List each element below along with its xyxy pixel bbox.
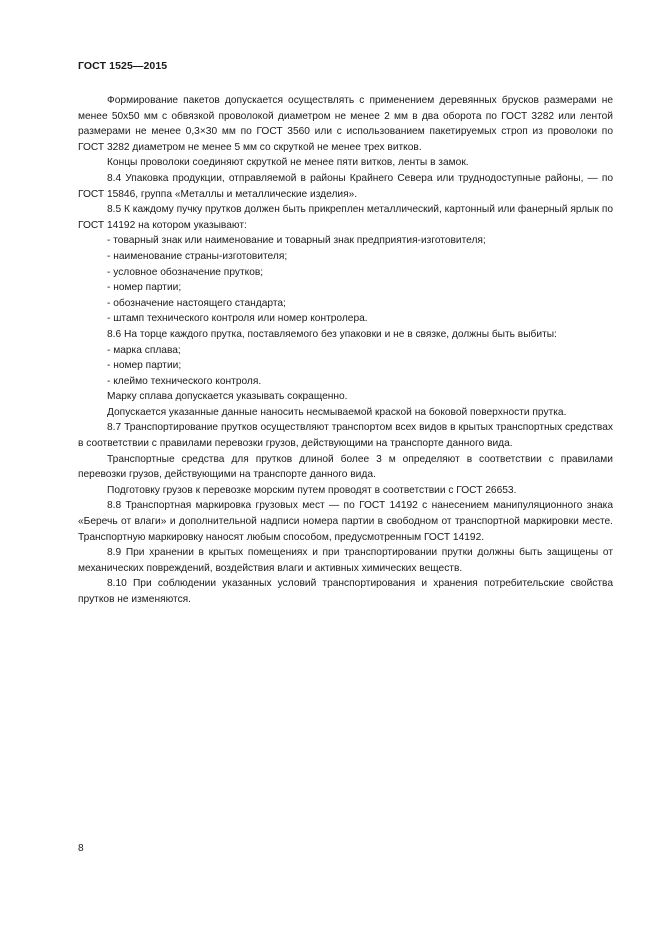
paragraph: Подготовку грузов к перевозке морским путем проводят в соответствии с ГОСТ 26653. xyxy=(107,484,517,496)
paragraph: Формирование пакетов допускается осуществлять с применением деревянных брусков размерами не менее 50х50 мм с обвязкой проволокой диаметром не менее 2 мм в два оборота по ГОСТ 3282 или лентой размерами не менее 0,3×30 мм по ГОСТ 3560 или с использованием пакетируемых строп из проволоки по ГОСТ 3282 диаметром не менее 5 мм со скруткой не менее трех витков. xyxy=(78,95,613,153)
clause-8-4: 8.4 Упаковка продукции, отправляемой в районы Крайнего Севера или труднодоступные районы, — по ГОСТ 15846, группа «Металлы и металлические изделия». xyxy=(78,172,613,200)
list-item: - наименование страны-изготовителя; xyxy=(107,250,288,262)
list-item: - штамп технического контроля или номер контролера. xyxy=(107,313,368,325)
clause-8-6: 8.6 На торце каждого прутка, поставляемого без упаковки и не в связке, должны быть выбиты: xyxy=(107,328,557,340)
clause-8-5: 8.5 К каждому пучку прутков должен быть прикреплен металлический, картонный или фанерный ярлык по ГОСТ 14192 на котором указывают: xyxy=(78,204,613,231)
document-header xyxy=(78,60,167,72)
list-item: - номер партии; xyxy=(107,360,182,372)
clause-8-7: 8.7 Транспортирование прутков осуществляют транспортом всех видов в крытых транспортных средствах в соответствии с правилами перевозки грузов, действующими на транспорте данного вида. xyxy=(78,422,613,450)
document-body xyxy=(78,93,613,608)
clause-8-8: 8.8 Транспортная маркировка грузовых мест — по ГОСТ 14192 с нанесением манипуляционного знака «Беречь от влаги» и дополнительной надписи номера партии в свободном от транспортной маркировки месте. Транспортную маркировку наносят любым способом, предусмотренным ГОСТ 14192. xyxy=(78,500,613,543)
list-item: - клеймо технического контроля. xyxy=(107,375,262,387)
list-item: - условное обозначение прутков; xyxy=(107,266,264,278)
page-number: 8 xyxy=(78,843,84,854)
list-item: - марка сплава; xyxy=(107,344,181,356)
list-item: - номер партии; xyxy=(107,282,182,294)
document-title: ГОСТ 1525—2015 xyxy=(78,60,168,72)
paragraph: Транспортные средства для прутков длиной более 3 м определяют в соответствии с правилами перевозки грузов, действующими на транспорте данного вида. xyxy=(78,453,613,481)
clause-8-10: 8.10 При соблюдении указанных условий транспортирования и хранения потребительские свойства прутков не изменяются. xyxy=(78,578,613,605)
paragraph: Марку сплава допускается указывать сокращенно. xyxy=(107,391,348,403)
paragraph: Допускается указанные данные наносить несмываемой краской на боковой поверхности прутка. xyxy=(107,406,567,418)
list-item: - обозначение настоящего стандарта; xyxy=(107,297,286,309)
paragraph: Концы проволоки соединяют скруткой не менее пяти витков, ленты в замок. xyxy=(107,157,469,169)
list-item: - товарный знак или наименование и товарный знак предприятия-изготовителя; xyxy=(107,235,486,247)
clause-8-9: 8.9 При хранении в крытых помещениях и при транспортировании прутки должны быть защищены от механических повреждений, воздействия влаги и активных химических веществ. xyxy=(78,547,613,574)
